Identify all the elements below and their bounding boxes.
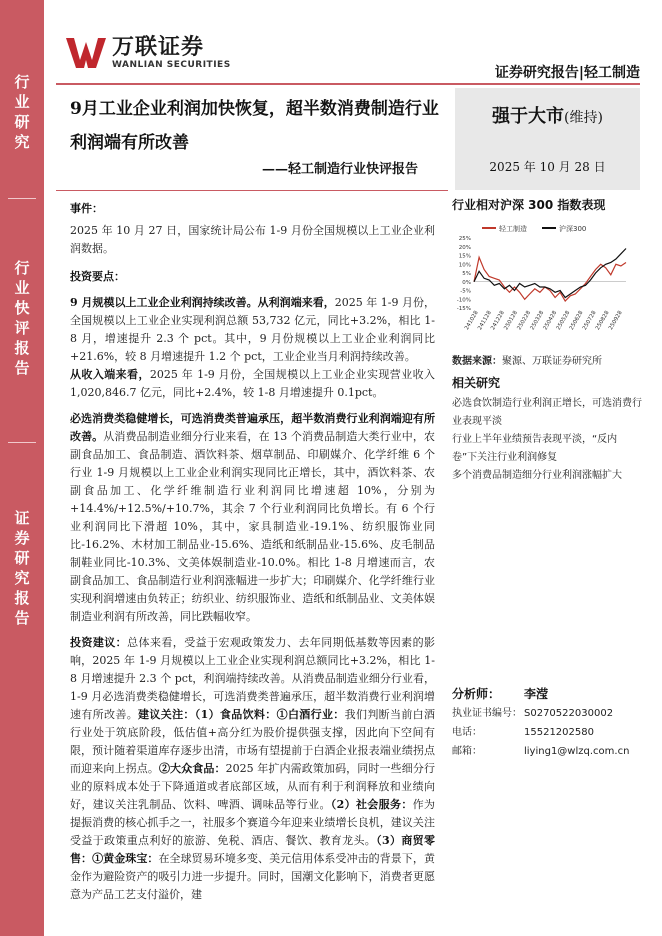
rating-sub: (维持): [564, 110, 603, 126]
y-tick-label: 0%: [462, 279, 471, 286]
title-divider: [56, 190, 448, 191]
point-investment: [70, 634, 435, 904]
sidebar-quick-review-char: 评: [14, 319, 30, 337]
sidebar-divider: [8, 442, 36, 443]
chart-source: [452, 352, 602, 367]
y-tick-label: 10%: [458, 262, 471, 269]
sidebar-quick-review-char: 快: [14, 299, 30, 317]
sidebar-industry-research-char: 研: [14, 113, 30, 131]
report-title: 9月工业企业利润加快恢复，超半数消费制造行业利润端有所改善: [70, 99, 439, 153]
point-revenue-text: 2025 年 1-9 月份，全国规模以上工业企业实现营业收入 1,020,846.7 亿元，同比+2.4%，较 1-8 月增速提升 0.1pct。: [70, 368, 436, 399]
x-tick-label: 250428: [542, 310, 559, 332]
series-line-light-industry: [474, 257, 626, 301]
sidebar-industry-research-char: 究: [14, 133, 30, 151]
x-tick-label: 250528: [555, 310, 572, 332]
related-item[interactable]: 必选食饮制造行业利润正增长，可选消费行业表现平淡: [452, 398, 642, 427]
point-profit-bold: 9 月规模以上工业企业利润持续改善。从利润端来看，: [70, 296, 335, 309]
related-heading: 相关研究: [452, 376, 501, 390]
chart-source-label: 数据来源：: [452, 356, 502, 367]
point-investment-text: 总体来看，受益于宏观政策发力、去年同期低基数等因素的影响，2025 年 1-9 月规模以上工业企业实现利润总额同比+3.2%，相比 1-8 月增速提升 2.3 个 pct，利润端持续改善。从消费品制造业细分行业看，1-9 月必选消费类稳健增长，可选消费类普遍承压，超半数消费行业利润增速有所改善。: [70, 636, 436, 721]
y-tick-label: 5%: [462, 271, 471, 277]
x-tick-label: 241228: [490, 310, 506, 332]
sidebar-group-industry-research: [0, 72, 44, 152]
point-investment-text-4: 作为提振消费的核心抓手之一，社服多个赛道今年迎来业绩增长良机，建议关注受益于政策重点利好的旅游、免税、酒店、餐饮、教育龙头。: [70, 798, 436, 847]
email-label: 邮箱：: [452, 746, 482, 757]
y-tick-label: 25%: [458, 236, 471, 242]
y-tick-label: -10%: [456, 297, 471, 304]
phone-label: 电话：: [452, 727, 482, 738]
company-logo: [66, 36, 231, 70]
point-investment-bold-3: ②大众食品：: [158, 762, 226, 775]
report-date: 2025 年 10 月 28 日: [489, 160, 606, 174]
point-consumer-bold: 必选消费类稳健增长，可选消费类普遍承压，超半数消费行业利润端迎有所改善。: [70, 412, 435, 443]
sidebar-securities-report-char: 研: [14, 549, 30, 567]
point-investment-bold: 投资建议：: [70, 636, 128, 649]
cert-label: 执业证书编号：: [452, 708, 522, 719]
sidebar-quick-review-char: 告: [14, 359, 30, 377]
y-tick-label: 15%: [458, 253, 471, 260]
x-tick-label: 250728: [581, 310, 598, 332]
relative-performance-chart: [452, 218, 642, 348]
legend-label: 轻工制造: [499, 225, 527, 233]
point-consumer-text: 从消费品制造业细分行业来看，在 13 个消费品制造大类行业中，农副食品加工、食品制造、酒饮料茶、烟草制品、印刷媒介、化学纤维 6 个行业 1-9 月规模以上工业企业利润实现同比正增长，其中，酒饮料茶、农副食品加工、化学纤维制造行业利润同比增速超 10%，分别为+14.4%/+12.5%/+10.7%，其余 7 个行业利润同比负增长。有 6 个行业利润同比下滑超 10%，其中，家具制造业-19.1%、纺织服饰业同比-16.2%、木材加工制品业-15.6%、造纸和纸制品业-15.6%、皮毛制品制鞋业同比-10.3%、文美体娱制造业-10.0%。相比 1-8 月增速而言，农副食品加工、食品制造行业利润涨幅进一步扩大；印刷媒介、化学纤维行业实现利润增速由负转正；纺织业、纺织服饰业、造纸和纸制品业、文美体娱制造业利润有所改善，同比跌幅收窄。: [70, 430, 435, 623]
sidebar-securities-report-char: 证: [14, 509, 30, 527]
rating-box: [455, 88, 640, 190]
y-tick-label: -15%: [456, 306, 471, 312]
related-item[interactable]: 行业上半年业绩预告表现平淡，“反内卷”下关注行业利润修复: [452, 434, 618, 463]
sidebar-divider: [8, 198, 36, 199]
report-type-label: 证券研究报告|轻工制造: [494, 65, 640, 81]
logo-chinese-name: 万联证券: [112, 35, 205, 60]
point-consumer: [70, 410, 435, 626]
point-investment-text-3: 2025 年扩内需政策加码，同时一些细分行业的原料成本处于下降通道或者底部区域，从而有利于利润释放和业绩向好，建议关注乳制品、饮料、啤酒、调味品等行业。: [70, 762, 435, 811]
event-text: 2025 年 10 月 27 日，国家统计局公布 1-9 月份全国规模以上工业企业利润数据。: [70, 224, 435, 255]
x-tick-label: 250228: [516, 310, 533, 332]
related-item[interactable]: 多个消费品制造细分行业利润涨幅扩大: [452, 470, 622, 481]
report-body: [70, 200, 435, 904]
sidebar-securities-report-char: 报: [14, 589, 30, 607]
sidebar-securities-report-char: 告: [14, 609, 30, 627]
chart-heading: 行业相对沪深 300 指数表现: [452, 198, 606, 212]
point-revenue: [70, 366, 435, 402]
report-subtitle: ——轻工制造行业快评报告: [262, 162, 419, 177]
sidebar-securities-report-char: 究: [14, 569, 30, 587]
x-tick-label: 241028: [464, 310, 480, 332]
related-research: [452, 374, 642, 485]
x-tick-label: 241128: [477, 310, 493, 332]
sidebar-securities-report-char: 券: [14, 529, 30, 547]
point-investment-bold-2: 建议关注：（1）食品饮料：①白酒行业：: [138, 708, 345, 721]
event-heading: 事件：: [70, 202, 103, 215]
x-tick-label: 250328: [529, 310, 546, 332]
x-tick-label: 250928: [608, 310, 624, 332]
analyst-label: 分析师：: [452, 687, 501, 701]
sidebar-group-securities-report: [0, 508, 44, 628]
point-investment-bold-5: （3）商贸零售：①黄金珠宝：: [70, 834, 436, 865]
chart-source-text: 聚源、万联证券研究所: [502, 356, 602, 367]
point-profit: [70, 294, 435, 366]
point-investment-bold-4: （2）社会服务：: [330, 798, 413, 811]
x-tick-label: 250128: [503, 310, 520, 332]
y-tick-label: -5%: [460, 288, 471, 295]
cert-number: S0270522030002: [524, 708, 614, 719]
sidebar-industry-research-char: 行: [14, 73, 30, 91]
analyst-name: 李滢: [524, 687, 549, 701]
phone-number: 15521202580: [524, 727, 594, 738]
legend-label: 沪深300: [559, 225, 587, 233]
logo-english-name: WANLIAN SECURITIES: [112, 60, 231, 70]
point-investment-text-5: 在全球贸易环境多变、美元信用体系受冲击的背景下，黄金作为避险资产的吸引力进一步提升。同时，国潮文化影响下，消费者更愿意为产品工艺支付溢价，建: [70, 852, 435, 901]
sidebar-industry-research-char: 业: [14, 93, 30, 111]
sidebar-quick-review-char: 行: [14, 259, 30, 277]
y-tick-label: 20%: [458, 244, 471, 251]
sidebar-group-quick-review: [0, 258, 44, 378]
header-divider: [56, 83, 640, 85]
rating-main: 强于大市: [492, 106, 565, 127]
email-address[interactable]: liying1@wlzq.com.cn: [524, 746, 630, 757]
analyst-info: [452, 684, 642, 761]
wanlian-logo-icon: [66, 36, 106, 70]
point-profit-text: 2025 年 1-9 月份，全国规模以上工业企业实现利润总额 53,732 亿元，同比+3.2%，相比 1-8 月，增速提升 2.3 个 pct。其中，9 月份规模以上工业企业利润同比+21.6%，较 8 月增速提升 1.2 个 pct，工业企业当月利润持续改善。: [70, 296, 435, 363]
sidebar-quick-review-char: 业: [14, 279, 30, 297]
point-revenue-bold: 从收入端来看，: [70, 368, 150, 381]
points-heading: 投资要点：: [70, 270, 125, 283]
left-sidebar: [0, 0, 44, 936]
x-tick-label: 250828: [594, 310, 611, 332]
x-tick-label: 250628: [568, 310, 585, 332]
chart-heading-wrap: [452, 196, 642, 213]
sidebar-quick-review-char: 报: [14, 339, 30, 357]
point-investment-text-2: 我们判断当前白酒行业处于筑底阶段，低估值+高分红为股价提供强支撑，因此向下空间有限，预计随着渠道库存逐步出清，市场有望提前于白酒企业报表端业绩拐点而迎来向上拐点。: [70, 708, 436, 775]
